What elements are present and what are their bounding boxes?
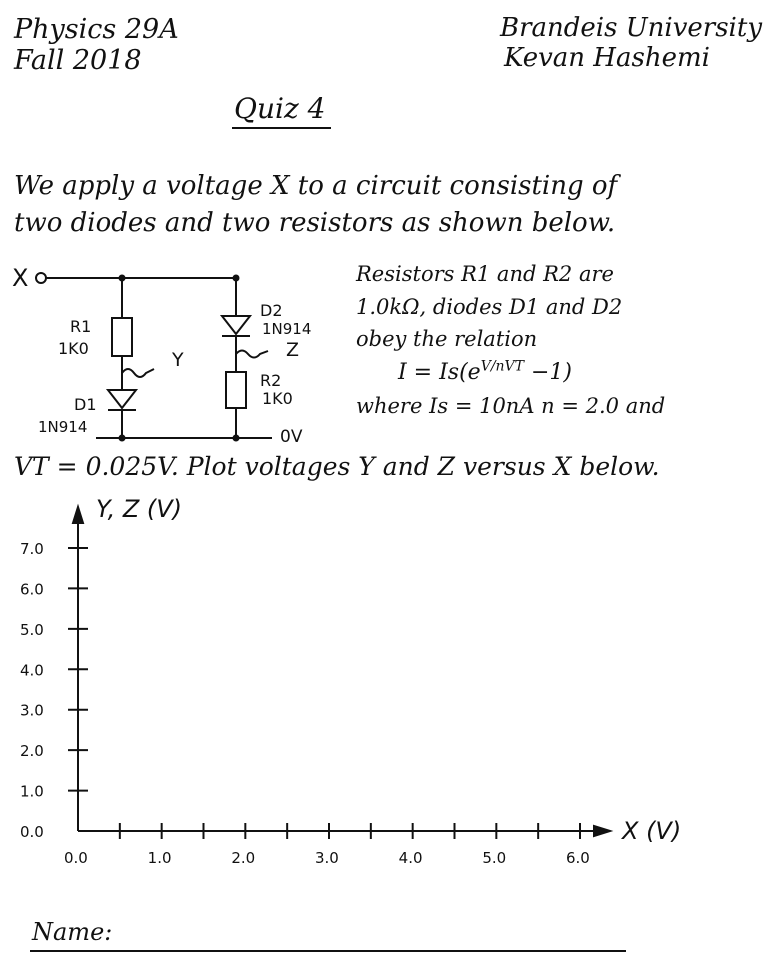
d2-label: D2 (260, 301, 283, 320)
y-axis-arrow (73, 507, 83, 523)
y-tick-label: 0.0 (20, 823, 44, 841)
params-line-1: Resistors R1 and R2 are (356, 262, 614, 286)
university-name: Brandeis University (500, 13, 763, 43)
quiz-title: Quiz 4 (232, 92, 331, 129)
r1-value: 1K0 (58, 339, 89, 358)
name-label: Name: (32, 918, 113, 946)
vt-instruction: VT = 0.025V. Plot voltages Y and Z versus X below. (14, 452, 660, 481)
d1-label: D1 (74, 395, 97, 414)
instructor-name: Kevan Hashemi (504, 42, 710, 73)
y-tick-label: 2.0 (20, 742, 44, 761)
r1-label: R1 (70, 317, 92, 336)
resistor-r2 (226, 372, 246, 408)
params-line-2: 1.0kΩ, diodes D1 and D2 (356, 294, 623, 319)
y-label: Y (172, 349, 184, 371)
circuit-diagram (10, 258, 350, 448)
name-input-line[interactable] (30, 950, 626, 952)
y-tick-label: 7.0 (20, 540, 44, 558)
params-line-4: where Is = 10nA n = 2.0 and (356, 393, 666, 418)
intro-line-1: We apply a voltage X to a circuit consisting of (14, 171, 618, 201)
course-name: Physics 29A (14, 14, 179, 45)
z-probe (236, 351, 268, 358)
resistor-r1 (112, 318, 132, 356)
input-label: X (12, 264, 29, 292)
problem-intro (14, 168, 617, 242)
equation-lhs: I = Is(e (398, 359, 481, 385)
y-tick-label: 4.0 (20, 661, 44, 680)
diode-d1 (108, 390, 136, 408)
y-probe (122, 369, 154, 377)
r2-value: 1K0 (262, 389, 293, 408)
y-tick-label: 3.0 (20, 701, 44, 720)
y-tick-label: 5.0 (20, 620, 44, 639)
diode-d2 (222, 316, 250, 334)
answer-plot (20, 486, 700, 886)
circuit-parameters (356, 258, 665, 422)
x-tick-label: 1.0 (147, 849, 172, 867)
x-tick-label: 4.0 (398, 849, 423, 867)
r2-label: R2 (260, 371, 282, 390)
course-term: Fall 2018 (14, 45, 142, 77)
equation-exponent: V/nVT (480, 358, 524, 375)
x-tick-label: 0.0 (64, 849, 88, 867)
d1-part: 1N914 (38, 418, 88, 436)
x-tick-label: 2.0 (231, 849, 256, 867)
params-line-3: obey the relation (356, 327, 538, 352)
y-tick-label: 6.0 (20, 580, 44, 599)
intro-line-2: two diodes and two resistors as shown below. (14, 207, 616, 238)
diode-equation (356, 356, 665, 390)
z-label: Z (286, 339, 300, 361)
d2-part: 1N914 (262, 320, 312, 338)
course-info (14, 14, 179, 76)
equation-rhs: −1) (524, 359, 573, 385)
x-axis-label: X (V) (622, 817, 682, 845)
x-tick-label: 6.0 (566, 849, 590, 867)
y-tick-label: 1.0 (20, 782, 44, 801)
x-tick-label: 5.0 (482, 849, 507, 867)
x-tick-label: 3.0 (315, 849, 339, 867)
y-axis-label: Y, Z (V) (96, 495, 183, 523)
ground-label: 0V (280, 427, 303, 447)
input-terminal (36, 273, 46, 283)
institution-info (500, 14, 762, 74)
x-axis-arrow (594, 826, 610, 836)
